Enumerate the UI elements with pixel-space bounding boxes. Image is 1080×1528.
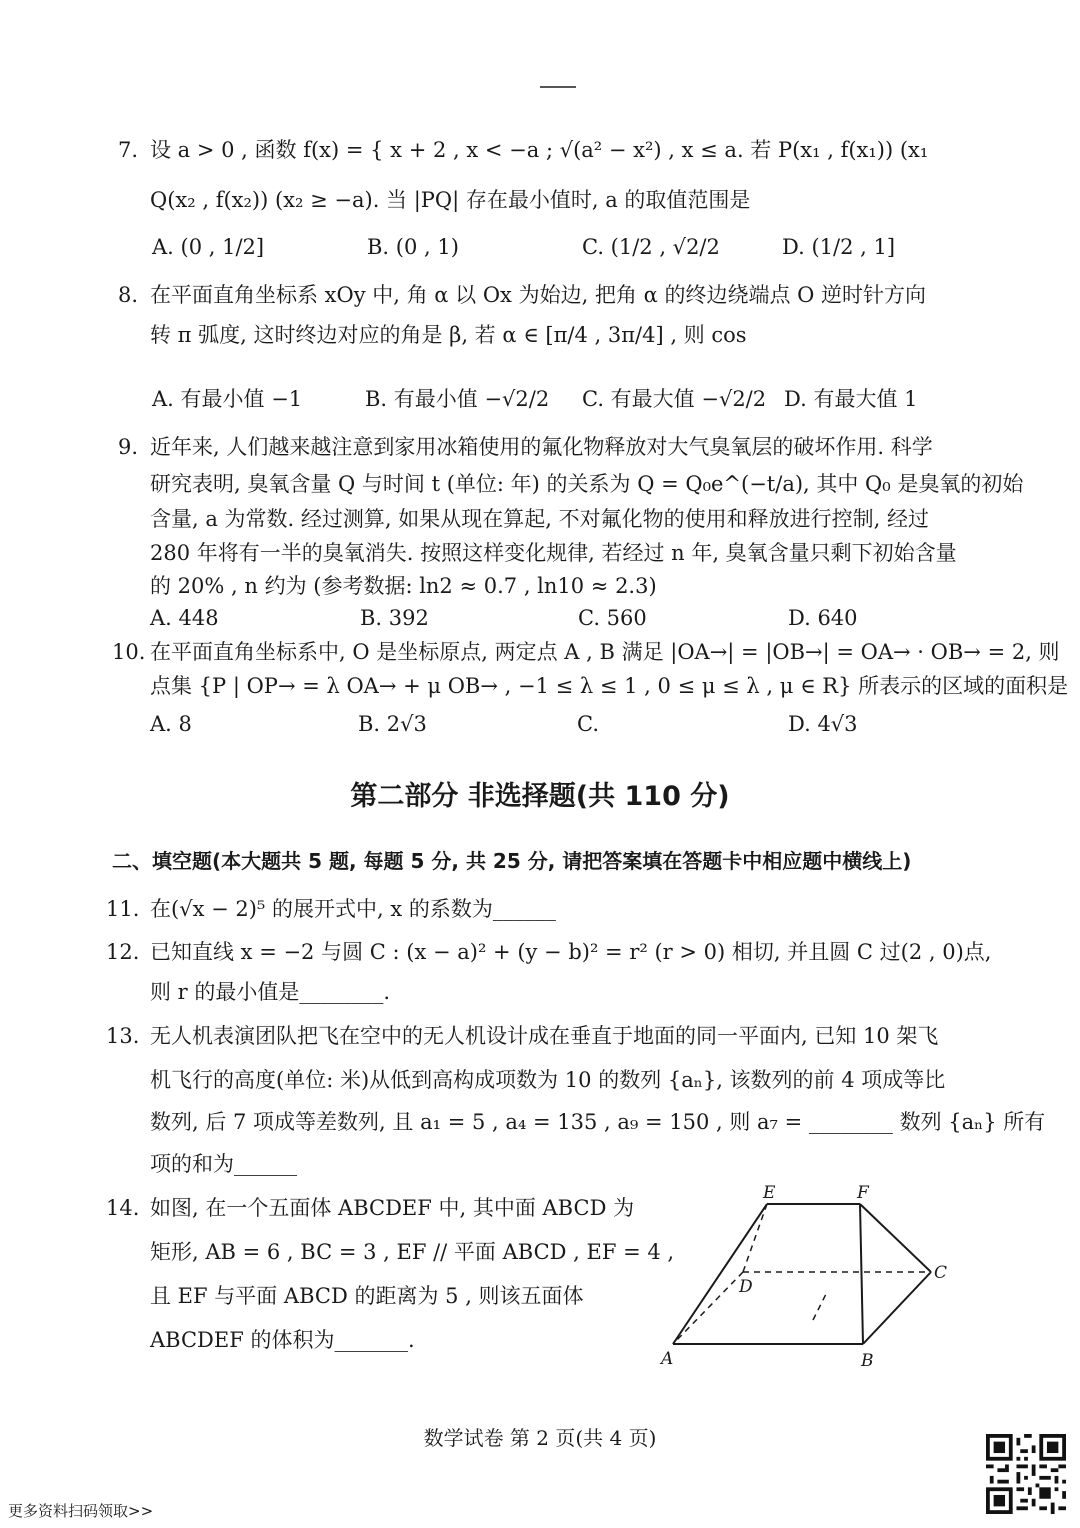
- height-mark: [813, 1292, 827, 1320]
- q8-number: 8.: [118, 283, 139, 307]
- q10-option-b: B. 2√3: [358, 712, 427, 736]
- q7-line2: Q(x₂ , f(x₂)) (x₂ ≥ −a). 当 |PQ| 存在最小值时, a 的取值范围是: [150, 188, 751, 212]
- q7-option-b: B. (0 , 1): [367, 235, 459, 259]
- q10-line1: 在平面直角坐标系中, O 是坐标原点, 两定点 A , B 满足 |OA→| = |OB→| = OA→ · OB→ = 2, 则: [150, 640, 1060, 664]
- edge-da: [673, 1272, 743, 1344]
- q9-line2: 研究表明, 臭氧含量 Q 与时间 t (单位: 年) 的关系为 Q = Q₀e^(−t/a), 其中 Q₀ 是臭氧的初始: [150, 472, 1024, 496]
- q12-line1: 已知直线 x = −2 与圆 C : (x − a)² + (y − b)² = r² (r > 0) 相切, 并且圆 C 过(2 , 0)点,: [150, 940, 992, 964]
- q14-line2: 矩形, AB = 6 , BC = 3 , EF // 平面 ABCD , EF = 4 ,: [150, 1240, 675, 1264]
- q8-option-b: B. 有最小值 −√2/2: [365, 387, 550, 411]
- q9-option-a: A. 448: [150, 606, 219, 630]
- q9-option-d: D. 640: [788, 606, 858, 630]
- q8-line1: 在平面直角坐标系 xOy 中, 角 α 以 Ox 为始边, 把角 α 的终边绕端点 O 逆时针方向: [150, 283, 927, 307]
- part-two-heading: 第二部分 非选择题(共 110 分): [350, 781, 730, 812]
- page-footer: 数学试卷 第 2 页(共 4 页): [423, 1426, 657, 1450]
- pentahedron-figure: [655, 1180, 955, 1370]
- q8-option-d: D. 有最大值 1: [784, 387, 918, 411]
- qr-code-icon[interactable]: [986, 1434, 1066, 1514]
- q10-line2: 点集 {P | OP→ = λ OA→ + μ OB→ , −1 ≤ λ ≤ 1 , 0 ≤ μ ≤ λ , μ ∈ R} 所表示的区域的面积是: [150, 674, 1069, 698]
- promo-text[interactable]: 更多资料扫码领取>>: [8, 1502, 154, 1520]
- q11-number: 11.: [106, 897, 140, 921]
- q9-line1: 近年来, 人们越来越注意到家用冰箱使用的氟化物释放对大气臭氧层的破坏作用. 科学: [150, 435, 933, 459]
- label-c: C: [934, 1263, 948, 1283]
- q9-line4: 280 年将有一半的臭氧消失. 按照这样变化规律, 若经过 n 年, 臭氧含量只剩下初始含量: [150, 541, 957, 565]
- q11-line1: 在(√x − 2)⁵ 的展开式中, x 的系数为______: [150, 897, 556, 921]
- top-mark: [540, 86, 576, 88]
- edge-fb: [860, 1204, 863, 1344]
- edge-ed: [743, 1204, 767, 1272]
- q9-option-b: B. 392: [360, 606, 429, 630]
- label-f: F: [857, 1183, 869, 1203]
- edge-fc: [860, 1204, 931, 1272]
- q10-option-a: A. 8: [150, 712, 192, 736]
- q13-number: 13.: [106, 1024, 140, 1048]
- q8-line2: 转 π 弧度, 这时终边对应的角是 β, 若 α ∈ [π/4 , 3π/4] , 则 cos: [150, 323, 747, 347]
- q7-number: 7.: [118, 138, 139, 162]
- label-d: D: [739, 1277, 753, 1297]
- q13-line4: 项的和为______: [150, 1152, 297, 1176]
- q9-line3: 含量, a 为常数. 经过测算, 如果从现在算起, 不对氟化物的使用和释放进行控制, 经过: [150, 507, 929, 531]
- edge-ea: [673, 1204, 767, 1344]
- q8-option-c: C. 有最大值 −√2/2: [582, 387, 767, 411]
- q7-option-c: C. (1/2 , √2/2: [582, 235, 720, 259]
- q10-option-d: D. 4√3: [788, 712, 858, 736]
- q10-option-c: C.: [577, 712, 599, 736]
- q10-number: 10.: [112, 640, 146, 664]
- q13-line3: 数列, 后 7 项成等差数列, 且 a₁ = 5 , a₄ = 135 , a₉ = 150 , 则 a₇ = ________ 数列 {aₙ} 所有: [150, 1110, 1046, 1134]
- q14-line1: 如图, 在一个五面体 ABCDEF 中, 其中面 ABCD 为: [150, 1196, 635, 1220]
- q12-line2: 则 r 的最小值是________.: [150, 980, 391, 1004]
- q14-line3: 且 EF 与平面 ABCD 的距离为 5 , 则该五面体: [150, 1284, 584, 1308]
- q9-line5: 的 20% , n 约为 (参考数据: ln2 ≈ 0.7 , ln10 ≈ 2.3): [150, 574, 657, 598]
- q8-option-a: A. 有最小值 −1: [152, 387, 303, 411]
- q7-option-d: D. (1/2 , 1]: [782, 235, 896, 259]
- section-title: 二、填空题(本大题共 5 题, 每题 5 分, 共 25 分, 请把答案填在答题卡中相应题中横线上): [112, 849, 912, 873]
- q12-number: 12.: [106, 940, 140, 964]
- label-b: B: [861, 1351, 874, 1370]
- q13-line1: 无人机表演团队把飞在空中的无人机设计成在垂直于地面的同一平面内, 已知 10 架飞: [150, 1024, 939, 1048]
- q14-line4: ABCDEF 的体积为_______.: [150, 1328, 415, 1352]
- edge-bc: [863, 1272, 931, 1344]
- q9-option-c: C. 560: [578, 606, 647, 630]
- label-a: A: [661, 1349, 674, 1369]
- q7-option-a: A. (0 , 1/2]: [152, 235, 265, 259]
- q13-line2: 机飞行的高度(单位: 米)从低到高构成项数为 10 的数列 {aₙ}, 该数列的前 4 项成等比: [150, 1068, 946, 1092]
- q9-number: 9.: [118, 435, 139, 459]
- q7-line1: 设 a > 0 , 函数 f(x) = { x + 2 , x < −a ; √(a² − x²) , x ≤ a. 若 P(x₁ , f(x₁)) (x₁: [150, 138, 929, 162]
- label-e: E: [763, 1183, 776, 1203]
- q14-number: 14.: [106, 1196, 140, 1220]
